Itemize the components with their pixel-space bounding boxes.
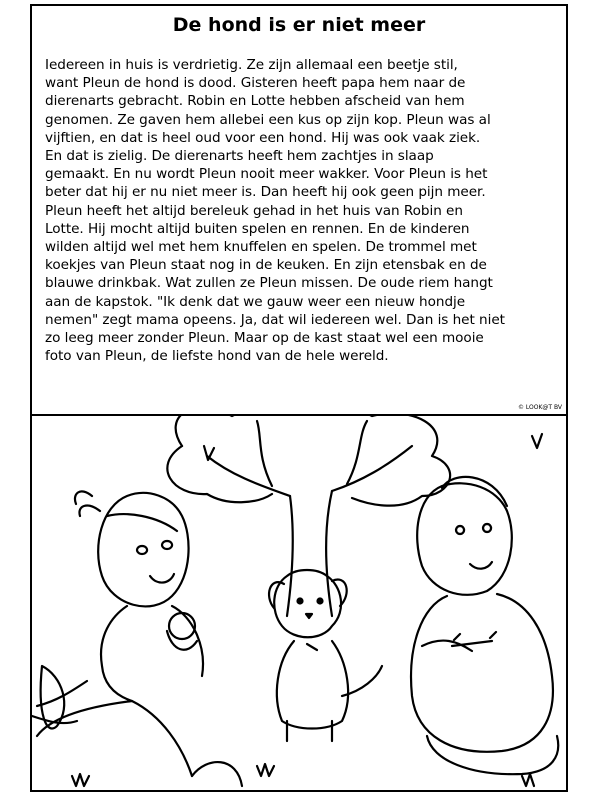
story-line: aan de kapstok. "Ik denk dat we gauw weer een nieuw hondje — [45, 293, 466, 310]
dog-illustration — [269, 570, 382, 741]
boy-illustration — [411, 477, 558, 774]
story-line: vijftien, en dat is heel oud voor een hond. Hij was ook vaak ziek. — [45, 129, 481, 146]
story-line: genomen. Ze gaven hem allebei een kus op zijn kop. Pleun was al — [45, 111, 491, 128]
story-text — [45, 56, 559, 365]
story-line: Lotte. Hij mocht altijd buiten spelen en rennen. En de kinderen — [45, 220, 470, 237]
story-line: En dat is zielig. De dierenarts heeft hem zachtjes in slaap — [45, 148, 434, 165]
story-line: dierenarts gebracht. Robin en Lotte hebben afscheid van hem — [45, 93, 465, 110]
coloring-illustration — [32, 416, 566, 792]
story-line: zo leeg meer zonder Pleun. Maar op de kast staat wel een mooie — [45, 330, 484, 347]
story-line: blauwe drinkbak. Wat zullen ze Pleun missen. De oude riem hangt — [45, 275, 493, 292]
story-line: beter dat hij er nu niet meer is. Dan heeft hij ook geen pijn meer. — [45, 184, 486, 201]
story-line: koekjes van Pleun staat nog in de keuken. En zijn etensbak en de — [45, 257, 487, 274]
page-frame — [30, 4, 568, 792]
grass-tufts — [72, 434, 542, 786]
tree-illustration — [167, 416, 450, 616]
story-line: foto van Pleun, de liefste hond van de hele wereld. — [45, 348, 389, 365]
story-line: Iedereen in huis is verdrietig. Ze zijn allemaal een beetje stil, — [45, 57, 458, 73]
story-line: want Pleun de hond is dood. Gisteren heeft papa hem naar de — [45, 75, 466, 92]
story-line: gemaakt. En nu wordt Pleun nooit meer wakker. Voor Pleun is het — [45, 166, 488, 183]
story-line: Pleun heeft het altijd bereleuk gehad in het huis van Robin en — [45, 202, 463, 219]
copyright-notice: © LOOK@T BV — [517, 404, 562, 411]
page-title: De hond is er niet meer — [172, 14, 426, 36]
story-line: wilden altijd wel met hem knuffelen en spelen. De trommel met — [45, 239, 477, 256]
girl-illustration — [37, 491, 242, 786]
story-line: nemen" zegt mama opeens. Ja, dat wil iedereen wel. Dan is het niet — [45, 311, 505, 328]
